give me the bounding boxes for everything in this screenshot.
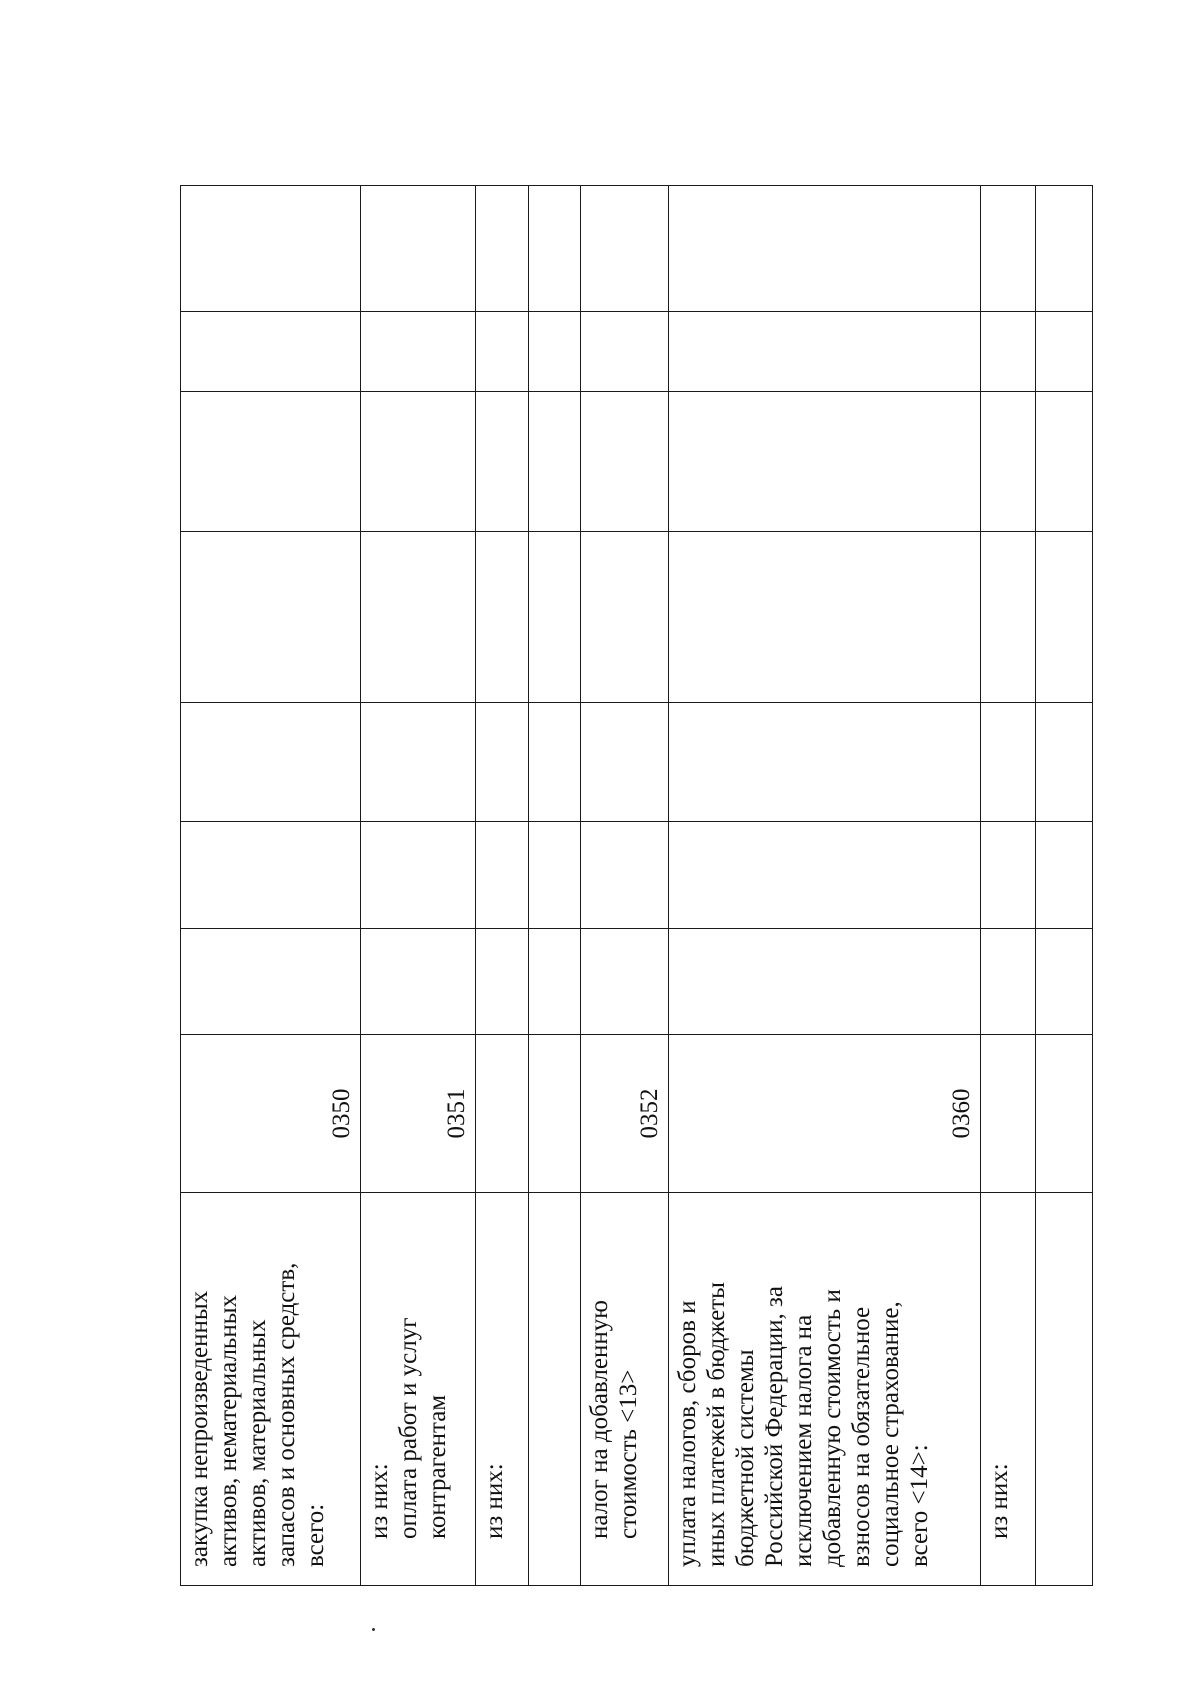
row-label-line: всего <14>: xyxy=(906,1444,933,1567)
value-cell xyxy=(181,312,361,392)
row-label-line: добавленную стоимость и xyxy=(819,1289,846,1567)
value-cell xyxy=(529,822,581,929)
row-label-line: всего: xyxy=(302,1503,329,1567)
value-cell xyxy=(1036,822,1093,929)
value-cell xyxy=(981,822,1036,929)
value-cell xyxy=(361,703,476,822)
row-label-cell xyxy=(669,1193,981,1586)
value-cell xyxy=(476,186,529,312)
form-table xyxy=(180,185,1093,1586)
scan-speck xyxy=(372,1628,375,1631)
row-label-line: контрагентам xyxy=(424,1394,451,1539)
value-cell xyxy=(669,929,981,1035)
value-cell xyxy=(581,186,669,312)
value-cell xyxy=(581,703,669,822)
table-row xyxy=(981,186,1036,1586)
value-cell xyxy=(1036,703,1093,822)
value-cell xyxy=(581,822,669,929)
row-label-line: из них: xyxy=(366,1463,393,1539)
value-cell xyxy=(581,532,669,703)
value-cell xyxy=(669,532,981,703)
row-label-cell xyxy=(476,1193,529,1586)
table-row xyxy=(1036,186,1093,1586)
value-cell xyxy=(1036,929,1093,1035)
value-cell xyxy=(669,703,981,822)
value-cell xyxy=(1036,312,1093,392)
row-code-cell xyxy=(1036,1035,1093,1193)
row-code-cell xyxy=(181,1035,361,1193)
value-cell xyxy=(476,822,529,929)
value-cell xyxy=(476,703,529,822)
row-code: 0352 xyxy=(636,1088,663,1139)
row-label-line: социальное страхование, xyxy=(877,1301,904,1567)
value-cell xyxy=(181,703,361,822)
value-cell xyxy=(476,532,529,703)
value-cell xyxy=(361,929,476,1035)
row-label-line: Российской Федерации, за xyxy=(761,1286,788,1567)
value-cell xyxy=(361,186,476,312)
table-row xyxy=(361,186,476,1586)
row-label-cell xyxy=(581,1193,669,1586)
table-row xyxy=(669,186,981,1586)
value-cell xyxy=(669,186,981,312)
value-cell xyxy=(476,929,529,1035)
row-label-line: взносов на обязательное xyxy=(848,1306,875,1567)
row-code: 0351 xyxy=(443,1088,470,1139)
row-label-line: активов, нематериальных xyxy=(215,1295,242,1567)
value-cell xyxy=(981,532,1036,703)
value-cell xyxy=(529,532,581,703)
row-label-line: иных платежей в бюджеты xyxy=(703,1282,730,1567)
value-cell xyxy=(981,312,1036,392)
row-label-cell xyxy=(181,1193,361,1586)
value-cell xyxy=(581,392,669,532)
row-code-cell xyxy=(981,1035,1036,1193)
value-cell xyxy=(581,929,669,1035)
row-label-line: налог на добавленную xyxy=(586,1300,613,1539)
value-cell xyxy=(529,929,581,1035)
value-cell xyxy=(476,312,529,392)
value-cell xyxy=(529,392,581,532)
value-cell xyxy=(361,532,476,703)
row-code-cell xyxy=(669,1035,981,1193)
row-label-line: исключением налога на xyxy=(790,1314,817,1567)
value-cell xyxy=(361,822,476,929)
row-label-line: стоимость <13> xyxy=(615,1369,642,1539)
table-row xyxy=(581,186,669,1586)
row-code-cell xyxy=(361,1035,476,1193)
value-cell xyxy=(181,392,361,532)
value-cell xyxy=(181,822,361,929)
row-code-cell xyxy=(476,1035,529,1193)
table-row xyxy=(529,186,581,1586)
row-code: 0350 xyxy=(328,1088,355,1139)
value-cell xyxy=(981,929,1036,1035)
row-code-cell xyxy=(529,1035,581,1193)
value-cell xyxy=(1036,532,1093,703)
value-cell xyxy=(1036,186,1093,312)
value-cell xyxy=(669,312,981,392)
value-cell xyxy=(181,186,361,312)
row-label-line: оплата работ и услуг xyxy=(395,1317,422,1539)
row-label-cell xyxy=(1036,1193,1093,1586)
row-label-line: бюджетной системы xyxy=(732,1349,759,1567)
value-cell xyxy=(669,822,981,929)
value-cell xyxy=(361,312,476,392)
row-code-cell xyxy=(581,1035,669,1193)
row-label-line: активов, материальных xyxy=(244,1319,271,1567)
value-cell xyxy=(529,703,581,822)
row-label-line: из них: xyxy=(986,1463,1013,1539)
row-label-cell xyxy=(981,1193,1036,1586)
row-code: 0360 xyxy=(948,1088,975,1139)
value-cell xyxy=(1036,392,1093,532)
value-cell xyxy=(981,392,1036,532)
table-row xyxy=(476,186,529,1586)
row-label-line: закупка непроизведенных xyxy=(186,1290,213,1567)
row-label-cell xyxy=(361,1193,476,1586)
row-label-line: из них: xyxy=(481,1463,508,1539)
value-cell xyxy=(476,392,529,532)
value-cell xyxy=(181,929,361,1035)
value-cell xyxy=(529,312,581,392)
value-cell xyxy=(529,186,581,312)
value-cell xyxy=(981,703,1036,822)
value-cell xyxy=(669,392,981,532)
rotated-form-table-wrapper xyxy=(180,186,1092,1586)
row-label-line: уплата налогов, сборов и xyxy=(674,1300,701,1567)
value-cell xyxy=(581,312,669,392)
value-cell xyxy=(361,392,476,532)
row-label-cell xyxy=(529,1193,581,1586)
table-row xyxy=(181,186,361,1586)
value-cell xyxy=(181,532,361,703)
value-cell xyxy=(981,186,1036,312)
row-label-line: запасов и основных средств, xyxy=(273,1262,300,1567)
